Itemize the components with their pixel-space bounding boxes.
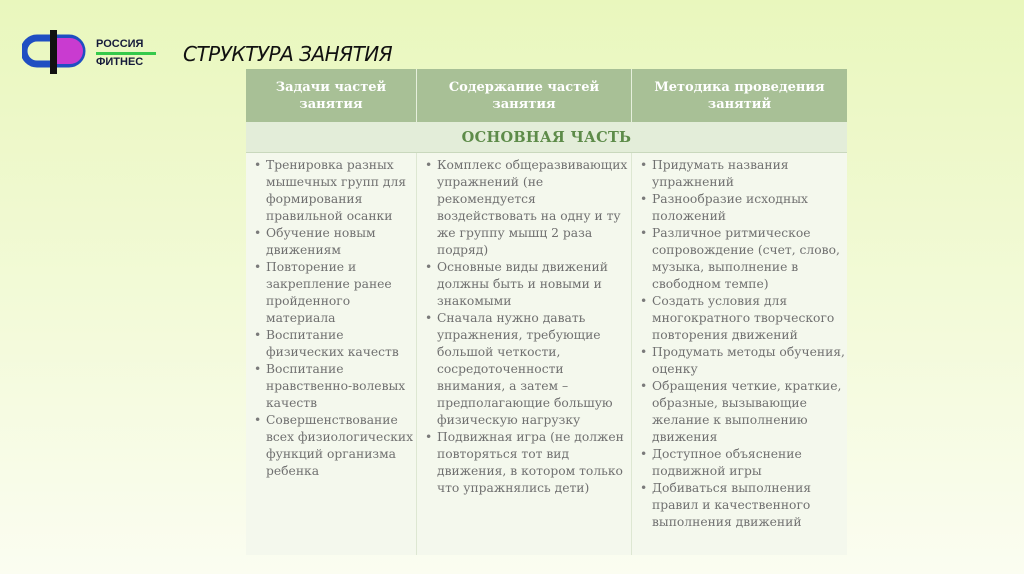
list-item: • Обучение новым движениям [266,225,416,259]
methodology-column [632,153,847,555]
list-item: • Воспитание нравственно-волевых качеств [266,361,416,412]
content-column [417,153,631,555]
list-item: • Комплекс общеразвивающих упражнений (не рекомендуется воздействовать на одну и ту же группу мышц 2 раза подряд) [437,157,631,259]
header-divider [631,69,632,122]
logo-mark-icon [22,30,88,76]
brand-name [96,38,143,68]
page-title: СТРУКТУРА ЗАНЯТИЯ [183,42,393,66]
list-item: • Воспитание физических качеств [266,327,416,361]
list-item: • Совершенствование всех физиологических функций организма ребенка [266,412,416,480]
header-methodology: Методика проведения занятий [654,79,825,112]
list-item: • Обращения четкие, краткие, образные, вызывающие желание к выполнению движения [652,378,847,446]
tasks-column [246,153,416,555]
list-item: • Повторение и закрепление ранее пройденного материала [266,259,416,327]
list-item: • Создать условия для многократного творческого повторения движений [652,293,847,344]
table-header [246,69,847,122]
header-divider [416,69,417,122]
list-item: • Добиваться выполнения правил и качественного выполнения движений [652,480,847,531]
list-item: • Разнообразие исходных положений [652,191,847,225]
brand-divider [96,52,156,55]
header-content: Содержание частей занятия [448,79,600,112]
list-item: • Основные виды движений должны быть и новыми и знакомыми [437,259,631,310]
brand-line-1: РОССИЯ [96,38,144,50]
list-item: • Тренировка разных мышечных групп для формирования правильной осанки [266,157,416,225]
russia-fitness-logo [22,30,162,76]
list-item: • Сначала нужно давать упражнения, требующие большой четкости, сосредоточенности внимания, а затем – предполагающие большую физическую нагрузку [437,310,631,429]
list-item: • Доступное объяснение подвижной игры [652,446,847,480]
list-item: • Подвижная игра (не должен повторяться тот вид движения, в котором только что упражнялись дети) [437,429,631,497]
brand-line-2: ФИТНЕС [96,56,144,68]
list-item: • Продумать методы обучения, оценку [652,344,847,378]
section-title: ОСНОВНАЯ ЧАСТЬ [246,122,847,153]
list-item: • Различное ритмическое сопровождение (счет, слово, музыка, выполнение в свободном темпе) [652,225,847,293]
lesson-structure-table [246,69,847,555]
header-tasks: Задачи частей занятия [275,79,387,112]
list-item: • Придумать названия упражнений [652,157,847,191]
